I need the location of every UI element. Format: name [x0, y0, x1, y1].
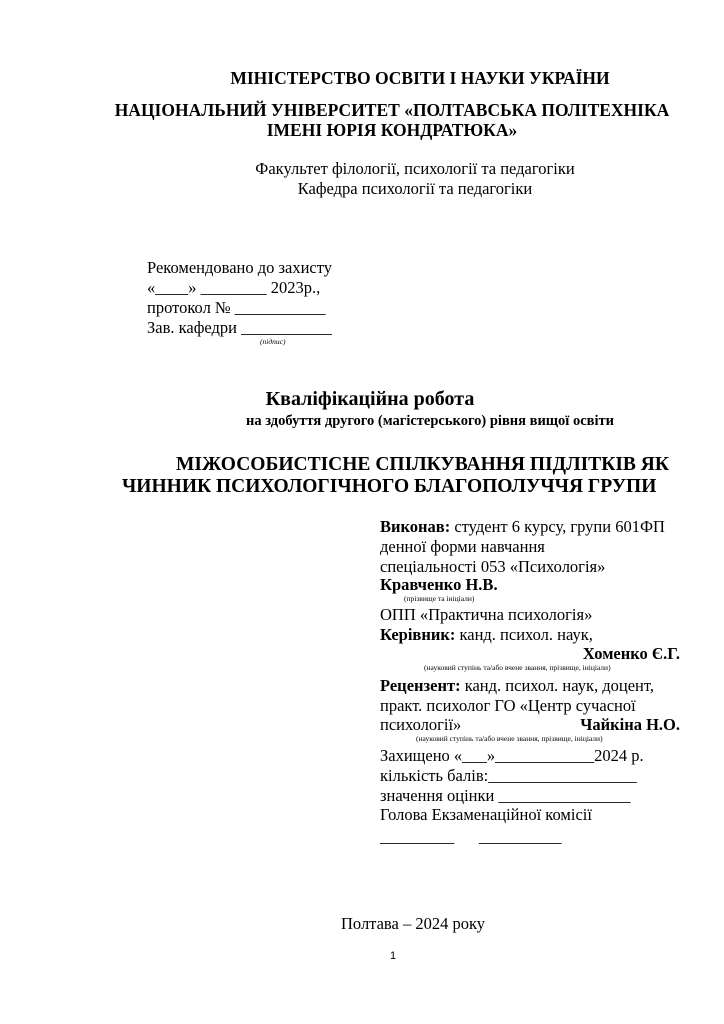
university-heading-line2: ІМЕНІ ЮРІЯ КОНДРАТЮКА» — [266, 120, 518, 140]
supervisor-label: Керівник: — [380, 625, 456, 644]
commission-signature-lines: _________ __________ — [380, 827, 562, 846]
recommended-date: «____» ________ 2023р., — [147, 278, 321, 297]
reviewer — [380, 676, 654, 696]
department-name: Кафедра психології та педагогіки — [297, 179, 533, 198]
topic-line2: ЧИННИК ПСИХОЛОГІЧНОГО БЛАГОПОЛУЧЧЯ ГРУПИ — [122, 476, 657, 497]
work-subtitle: на здобуття другого (магістерського) рівня вищої освіти — [246, 413, 614, 429]
reviewer-caption: (науковий ступінь та/або вчене звання, прізвище, ініціали) — [416, 734, 603, 743]
signature-caption: (підпис) — [260, 337, 286, 346]
reviewer-name: Чайкіна Н.О. — [580, 715, 680, 734]
supervisor-caption: (науковий ступінь та/або вчене звання, прізвище, ініціали) — [424, 663, 611, 672]
head-of-department: Зав. кафедри ___________ — [147, 318, 332, 337]
defended-date: Захищено «___»____________2024 р. — [380, 746, 644, 765]
reviewer-position: практ. психолог ГО «Центр сучасної — [380, 696, 636, 715]
city-year: Полтава – 2024 року — [341, 914, 485, 933]
supervisor-text: канд. психол. наук, — [455, 625, 593, 644]
performed-by — [380, 517, 665, 537]
specialty: спеціальності 053 «Психологія» — [380, 557, 606, 576]
work-title: Кваліфікаційна робота — [265, 388, 475, 410]
supervisor — [380, 625, 593, 645]
student-name: Кравченко Н.В. — [380, 575, 498, 594]
reviewer-organization-end: психології» — [380, 715, 462, 734]
student-name-caption: (прізвище та ініціали) — [404, 594, 475, 603]
performed-label: Виконав: — [380, 517, 451, 536]
recommended-label: Рекомендовано до захисту — [147, 258, 332, 277]
faculty-name: Факультет філології, психології та педагогіки — [255, 159, 575, 178]
grade-field: значення оцінки ________________ — [380, 786, 631, 805]
study-form: денної форми навчання — [380, 537, 545, 556]
university-heading-line1: НАЦІОНАЛЬНИЙ УНІВЕРСИТЕТ «ПОЛТАВСЬКА ПОЛІТЕХНІКА — [114, 100, 670, 120]
ministry-heading: МІНІСТЕРСТВО ОСВІТИ І НАУКИ УКРАЇНИ — [230, 68, 610, 88]
educational-program: ОПП «Практична психологія» — [380, 605, 593, 624]
commission-chair: Голова Екзаменаційної комісії — [380, 805, 592, 824]
reviewer-text: канд. психол. наук, доцент, — [460, 676, 654, 695]
supervisor-name: Хоменко Є.Г. — [582, 644, 680, 663]
page-number: 1 — [389, 950, 397, 962]
performed-text: студент 6 курсу, групи 601ФП — [450, 517, 665, 536]
reviewer-label: Рецензент: — [380, 676, 461, 695]
topic-line1: МІЖОСОБИСТІСНЕ СПІЛКУВАННЯ ПІДЛІТКІВ ЯК — [176, 454, 670, 475]
points-field: кількість балів:__________________ — [380, 766, 637, 785]
protocol-number: протокол № ___________ — [147, 298, 326, 317]
